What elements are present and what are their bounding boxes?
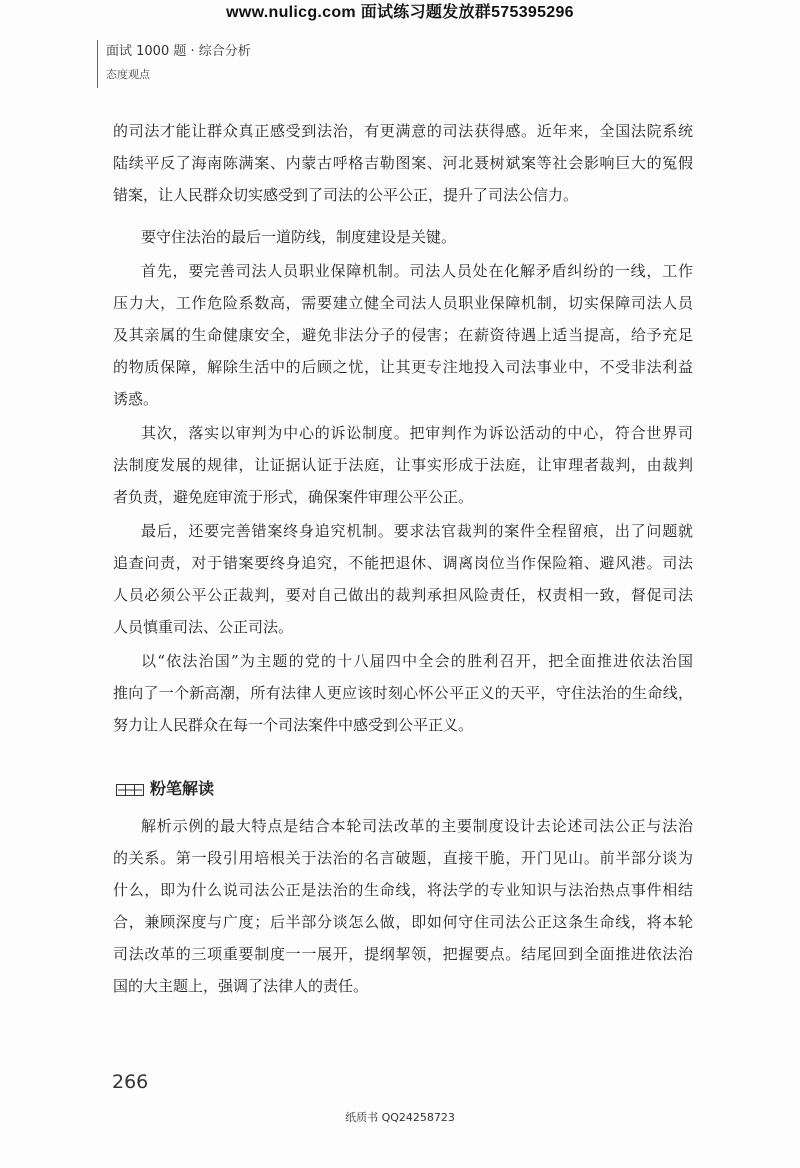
text-line: 首先，要完善司法人员职业保障机制。司法人员处在化解矛盾纠纷的一线，工作 <box>141 262 693 280</box>
text-line: 法制度发展的规律，让证据认证于法庭，让事实形成于法庭，让审理者裁判，由裁判 <box>113 456 693 474</box>
text-line: 的关系。第一段引用培根关于法治的名言破题，直接干脆，开门见山。前半部分谈为 <box>113 849 693 867</box>
text-line: 推向了一个新高潮，所有法律人更应该时刻心怀公平正义的天平，守住法治的生命线， <box>113 684 693 702</box>
text-line: 以“依法治国”为主题的党的十八届四中全会的胜利召开，把全面推进依法治国 <box>141 652 693 670</box>
paragraph <box>113 645 693 741</box>
text-line: 合，兼顾深度与广度；后半部分谈怎么做，即如何守住司法公正这条生命线，将本轮 <box>113 913 693 931</box>
text-line: 最后，还要完善错案终身追究机制。要求法官裁判的案件全程留痕，出了问题就 <box>141 522 693 540</box>
text-line: 者负责，避免庭审流于形式，确保案件审理公平公正。 <box>113 488 474 506</box>
text-line: 错案，让人民群众切实感受到了司法的公平公正，提升了司法公信力。 <box>113 186 579 204</box>
text-line: 努力让人民群众在每一个司法案件中感受到公平正义。 <box>113 716 474 734</box>
text-line: 其次，落实以审判为中心的诉讼制度。把审判作为诉讼活动的中心，符合世界司 <box>141 424 693 442</box>
paragraph <box>113 221 693 253</box>
paragraph <box>113 515 693 643</box>
text-line: 诱惑。 <box>113 390 159 408</box>
text-line: 什么，即为什么说司法公正是法治的生命线，将法学的专业知识与法治热点事件相结 <box>113 881 693 899</box>
paragraph <box>113 255 693 415</box>
text-line: 要守住法治的最后一道防线，制度建设是关键。 <box>141 228 457 246</box>
paragraph <box>113 115 693 211</box>
paragraph <box>113 417 693 513</box>
text-line: 人员慎重司法、公正司法。 <box>113 618 294 636</box>
text-line: 解析示例的最大特点是结合本轮司法改革的主要制度设计去论述司法公正与法治 <box>141 817 693 835</box>
chalk-icon <box>116 781 144 793</box>
text-line: 的司法才能让群众真正感受到法治，有更满意的司法获得感。近年来，全国法院系统 <box>113 122 693 140</box>
text-line: 人员必须公平公正裁判，要对自己做出的裁判承担风险责任，权责相一致，督促司法 <box>113 586 693 604</box>
analysis-text <box>113 810 693 1002</box>
analysis-heading <box>116 773 214 801</box>
text-line: 司法改革的三项重要制度一一展开，提纲挈领，把握要点。结尾回到全面推进依法治 <box>113 945 693 963</box>
watermark-text: www.nulicg.com 面试练习题发放群575395296 <box>226 4 574 21</box>
header-divider <box>97 40 98 88</box>
section-label: 态度观点 <box>106 68 150 81</box>
text-line: 及其亲属的生命健康安全，避免非法分子的侵害；在薪资待遇上适当提高，给予充足 <box>113 326 693 344</box>
text-line: 追查问责，对于错案要终身追究，不能把退休、调离岗位当作保险箱、避风港。司法 <box>113 554 693 572</box>
analysis-title: 粉笔解读 <box>150 778 215 798</box>
page-number: 266 <box>112 1071 149 1093</box>
main-text <box>113 115 693 741</box>
book-title: 面试 1000 题 · 综合分析 <box>106 44 251 59</box>
text-line: 陆续平反了海南陈满案、内蒙古呼格吉勒图案、河北聂树斌案等社会影响巨大的冤假 <box>113 154 693 172</box>
footer-text: 纸质书 QQ24258723 <box>345 1111 455 1124</box>
text-line: 国的大主题上，强调了法律人的责任。 <box>113 977 369 995</box>
text-line: 压力大，工作危险系数高，需要建立健全司法人员职业保障机制，切实保障司法人员 <box>113 294 693 312</box>
text-line: 的物质保障，解除生活中的后顾之忧，让其更专注地投入司法事业中，不受非法利益 <box>113 358 693 376</box>
